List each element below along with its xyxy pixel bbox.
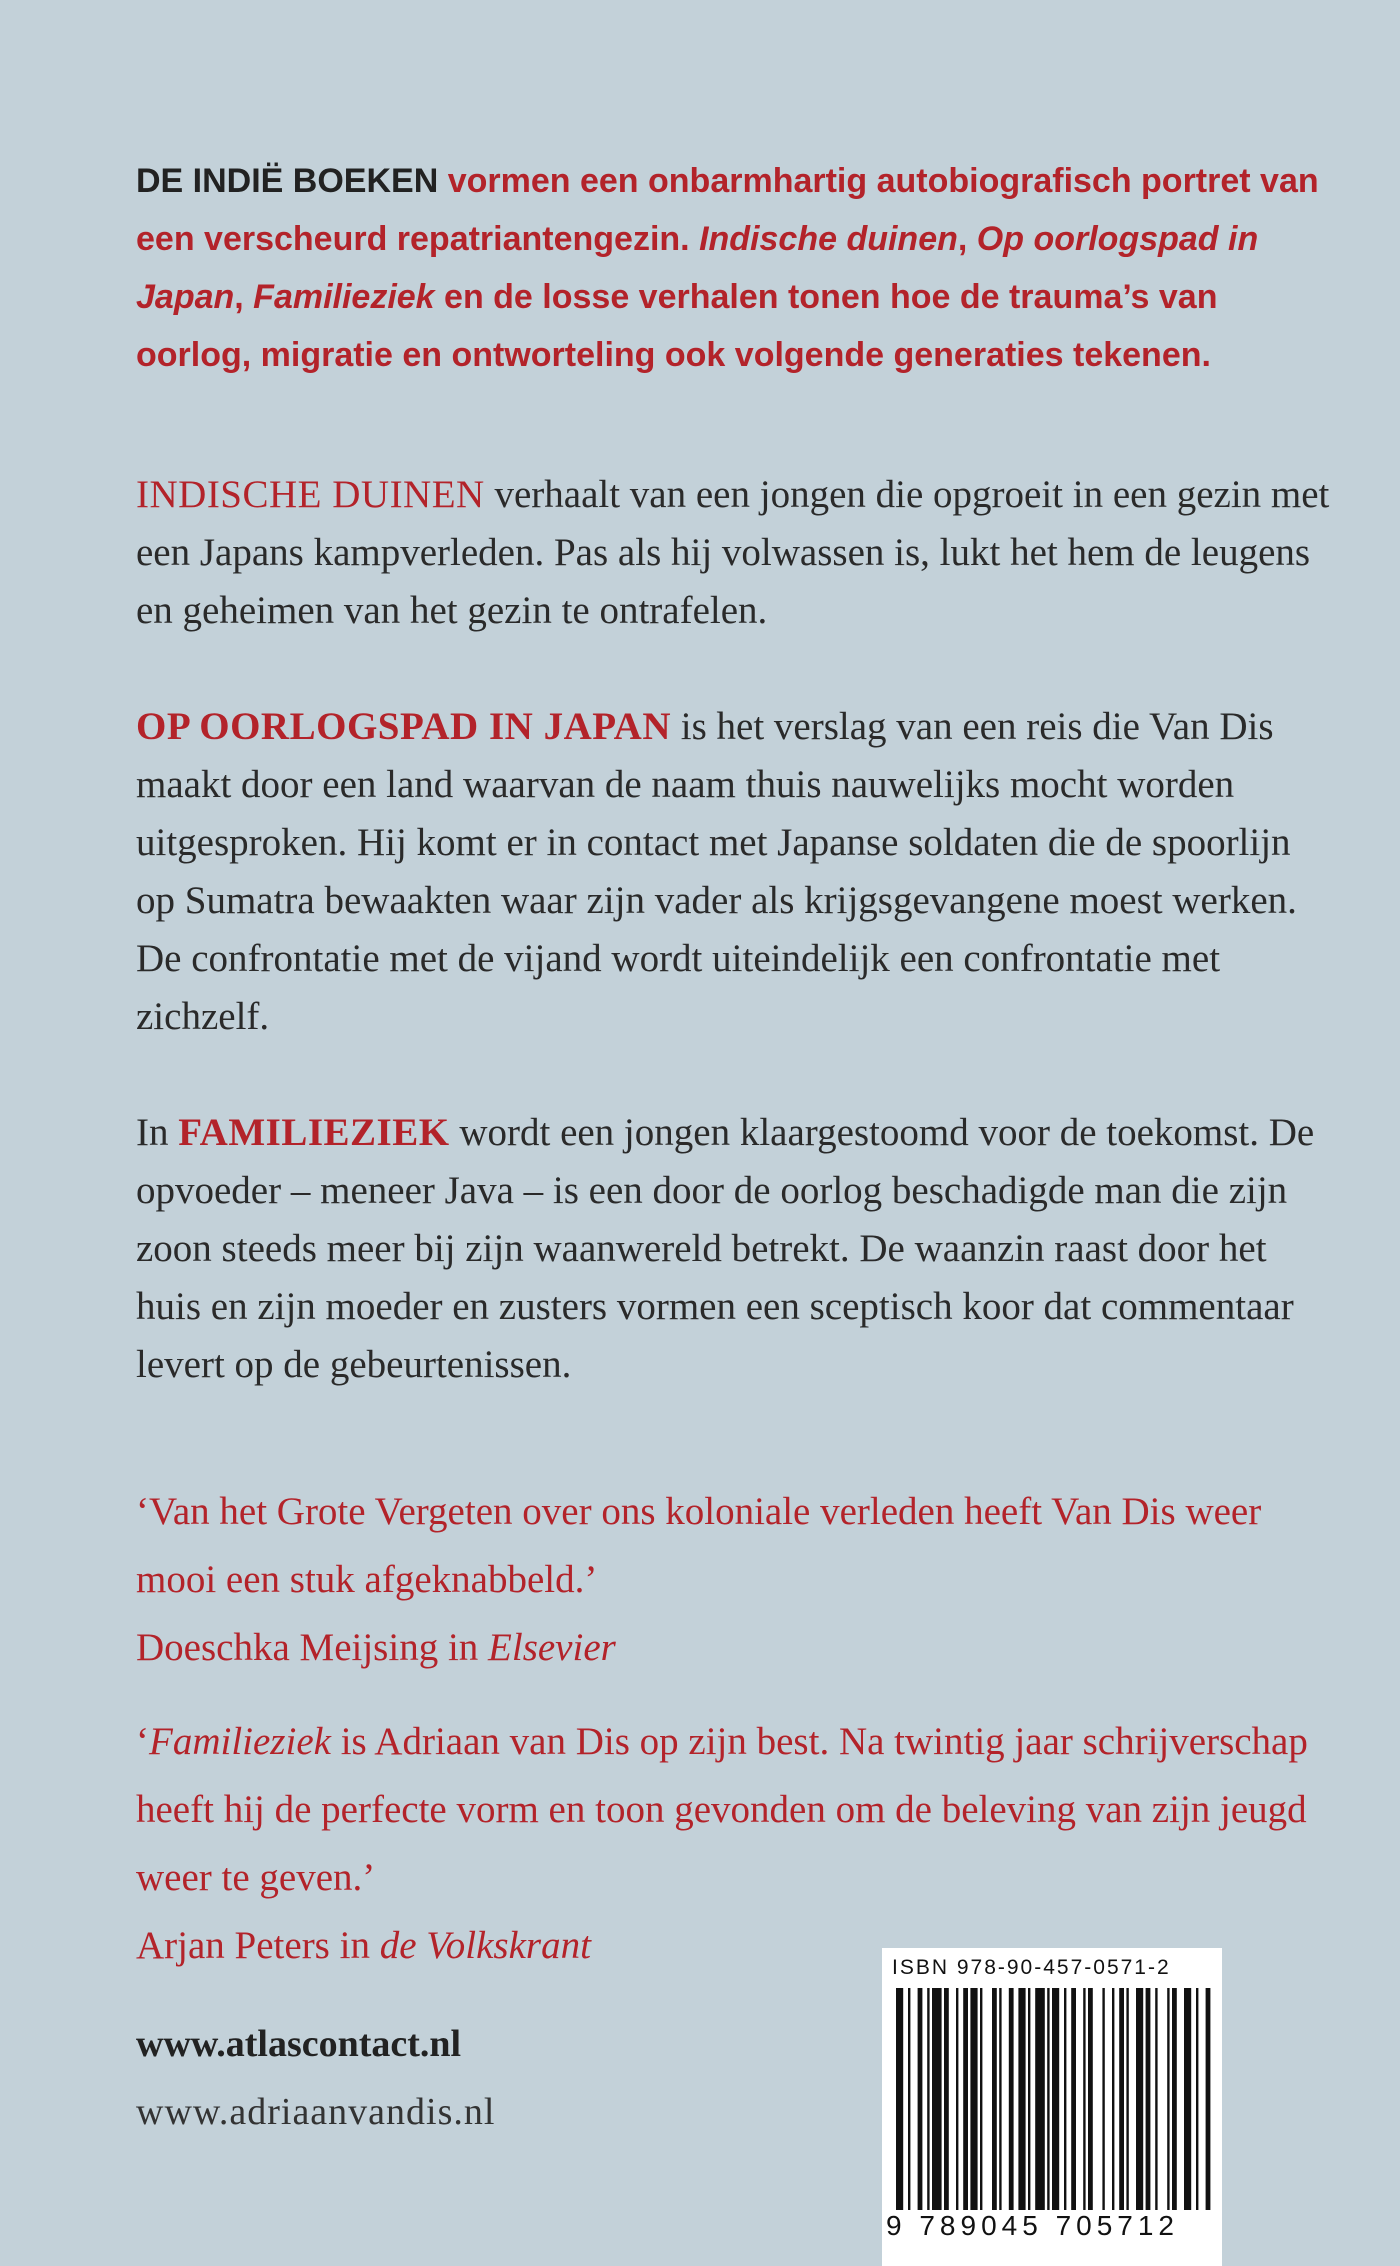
intro-book-1: Indische duinen	[699, 220, 958, 258]
ean-digits: 9 789045 705712	[886, 2210, 1179, 2241]
section-text: wordt een jongen klaargestoomd voor de toekomst. De opvoeder – meneer Java – is een door de oorlog beschadigde man die zijn zoon steeds meer bij zijn waanwereld betrekt. De waanzin raast door het huis en zijn moeder en zusters vormen een sceptisch koor dat commentaar levert op de gebeurtenissen.	[136, 1111, 1315, 1386]
section-text: verhaalt van een jongen die opgroeit in een gezin met een Japans kampverleden. Pas als hij volwassen is, lukt het hem de leugens en geheimen van het gezin te ontrafelen.	[136, 473, 1330, 632]
quote-body: is Adriaan van Dis op zijn best. Na twintig jaar schrijverschap heeft hij de perfecte vorm en toon gevonden om de beleving van zijn jeugd weer te geven.’	[136, 1720, 1308, 1899]
section-prefix: In	[136, 1111, 179, 1154]
barcode-bars-icon	[890, 1988, 1214, 2210]
review-quote-2	[136, 1708, 1316, 1980]
intro-book-2: Op oorlogspad in Japan	[136, 220, 1259, 316]
quote-open-mark: ‘	[136, 1720, 149, 1763]
quote-source: Elsevier	[488, 1626, 616, 1669]
intro-book-3: Familieziek	[253, 278, 435, 316]
quote-text: ‘Van het Grote Vergeten over ons koloniale verleden heeft Van Dis weer mooi een stuk afgeknabbeld.’	[136, 1490, 1262, 1601]
section-indische-duinen	[136, 466, 1336, 640]
publisher-website: www.atlascontact.nl	[136, 2023, 462, 2065]
intro-text-2: en de losse verhalen tonen hoe de trauma’s van oorlog, migratie en ontworteling ook volgende generaties tekenen.	[136, 278, 1218, 374]
quote-source: de Volkskrant	[379, 1924, 591, 1967]
quote-author: Arjan Peters in	[136, 1924, 380, 1967]
author-website: www.adriaanvandis.nl	[136, 2091, 496, 2133]
section-text: is het verslag van een reis die Van Dis maakt door een land waarvan de naam thuis nauwelijks mocht worden uitgesproken. Hij komt er in contact met Japanse soldaten die de spoorlijn op Sumatra bewaakten waar zijn vader als krijgsgevangene moest werken. De confrontatie met de vijand wordt uiteindelijk een confrontatie met zichzelf.	[136, 705, 1297, 1038]
series-title: DE INDIË BOEKEN	[136, 162, 439, 200]
section-title: INDISCHE DUINEN	[136, 473, 485, 516]
isbn-label: ISBN 978-90-457-0571-2	[892, 1956, 1171, 1979]
section-familieziek	[136, 1104, 1336, 1394]
quote-text	[136, 1708, 1316, 1912]
intro-separator-2: ,	[234, 278, 254, 316]
quote-book-title: Familieziek	[149, 1720, 331, 1763]
quote-author: Doeschka Meijsing in	[136, 1626, 489, 1669]
section-op-oorlogspad	[136, 698, 1336, 1046]
intro-text-1: vormen een onbarmhartig autobiografisch portret van een verscheurd repatriantengezin.	[136, 162, 1319, 258]
review-quote-1	[136, 1478, 1296, 1682]
quote-attribution	[136, 1614, 1296, 1682]
section-title: FAMILIEZIEK	[178, 1111, 450, 1154]
intro-separator-1: ,	[957, 220, 977, 258]
intro-paragraph	[136, 152, 1336, 384]
section-title: OP OORLOGSPAD IN JAPAN	[136, 705, 671, 748]
isbn-barcode	[882, 1948, 1222, 2266]
